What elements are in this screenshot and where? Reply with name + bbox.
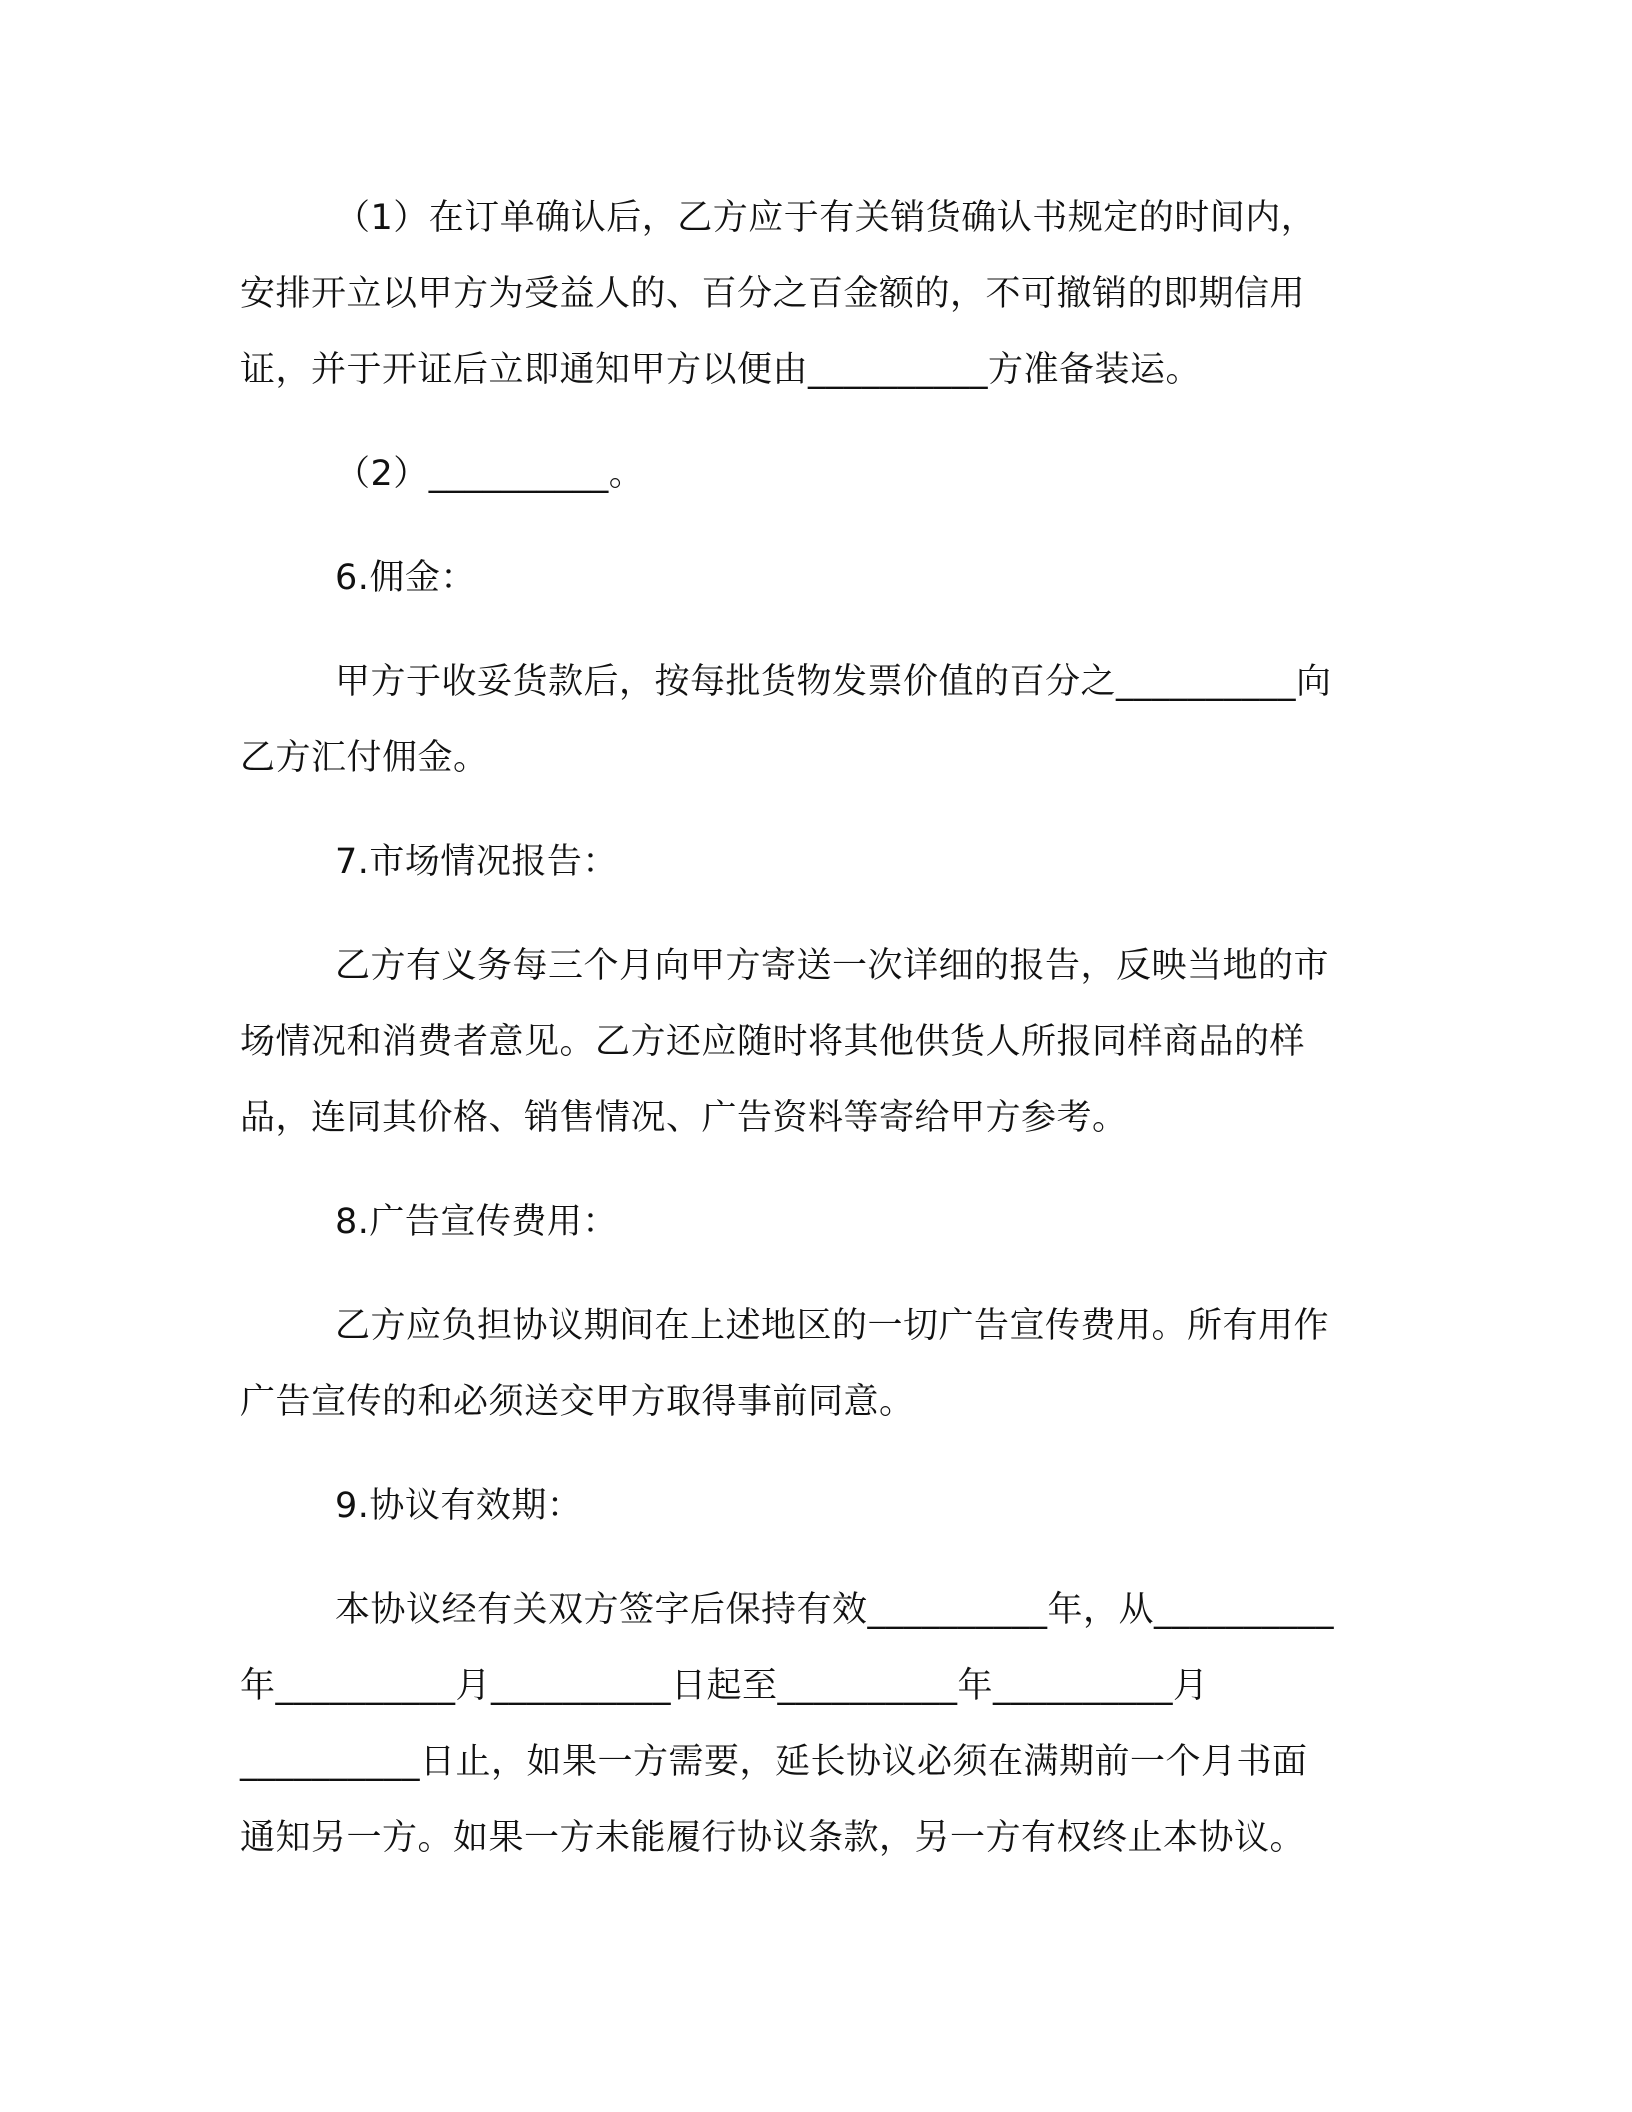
section-heading-advertising [240,1184,1390,1260]
text-line: （2）__________。 [335,454,645,494]
heading-text: 6.佣金： [335,558,476,598]
heading-text: 9.协议有效期： [335,1486,583,1526]
text-line: 乙方汇付佣金。 [240,738,489,778]
section-heading-market-report [240,824,1390,900]
document-body [240,180,1390,1904]
heading-text: 8.广告宣传费用： [335,1202,618,1242]
text-line: 乙方有义务每三个月向甲方寄送一次详细的报告，反映当地的市 [335,946,1330,986]
paragraph-payment-clause-1 [240,180,1390,408]
text-line: 甲方于收妥货款后，按每批货物发票价值的百分之__________向 [335,662,1332,702]
text-line: 通知另一方。如果一方未能履行协议条款，另一方有权终止本协议。 [240,1818,1306,1858]
text-line: 本协议经有关双方签字后保持有效__________年，从__________ [335,1590,1335,1630]
paragraph-payment-clause-2 [240,436,1390,512]
text-line: 年__________月__________日起至__________年__________月 [240,1666,1209,1706]
text-line: 广告宣传的和必须送交甲方取得事前同意。 [240,1382,915,1422]
text-line: 场情况和消费者意见。乙方还应随时将其他供货人所报同样商品的样 [240,1022,1306,1062]
paragraph-market-report [240,928,1390,1156]
text-line: 品，连同其价格、销售情况、广告资料等寄给甲方参考。 [240,1098,1128,1138]
paragraph-advertising [240,1288,1390,1440]
text-line: 证，并于开证后立即通知甲方以便由__________方准备装运。 [240,350,1202,390]
paragraph-validity [240,1572,1390,1876]
section-heading-commission [240,540,1390,616]
text-line: __________日止，如果一方需要，延长协议必须在满期前一个月书面 [240,1742,1308,1782]
text-line: 安排开立以甲方为受益人的、百分之百金额的，不可撤销的即期信用 [240,274,1306,314]
text-line: 乙方应负担协议期间在上述地区的一切广告宣传费用。所有用作 [335,1306,1330,1346]
text-line: （1）在订单确认后，乙方应于有关销货确认书规定的时间内， [335,198,1317,238]
section-heading-validity [240,1468,1390,1544]
heading-text: 7.市场情况报告： [335,842,618,882]
paragraph-commission [240,644,1390,796]
